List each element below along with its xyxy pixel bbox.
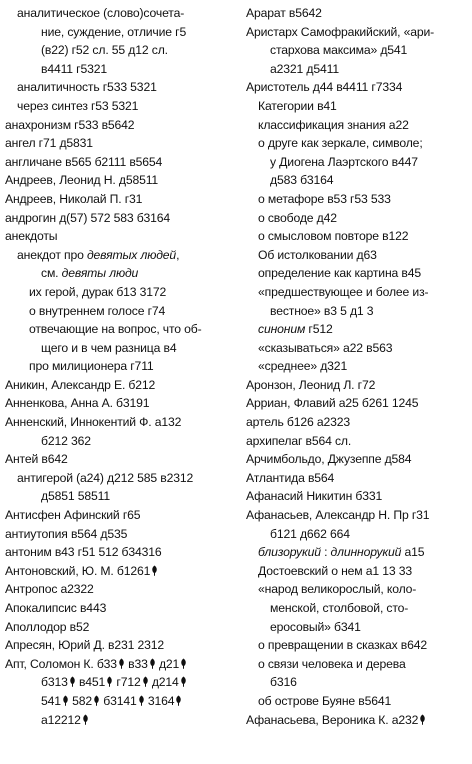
index-text: об острове Буяне в5641 bbox=[258, 693, 392, 708]
index-text: Категории в41 bbox=[258, 98, 337, 113]
leaf-icon bbox=[69, 676, 76, 687]
index-text: о свободе д42 bbox=[258, 210, 337, 225]
index-text: Андреев, Николай П. г31 bbox=[5, 191, 143, 206]
index-text: Апокалипсис в443 bbox=[5, 601, 107, 615]
leaf-icon bbox=[180, 658, 187, 669]
index-text: а12212 bbox=[41, 712, 81, 727]
index-text: ние, суждение, отличие г5 bbox=[41, 24, 187, 39]
index-text: о метафоре в53 г53 533 bbox=[258, 191, 391, 206]
index-text: д21 bbox=[155, 656, 180, 671]
index-text: антиутопия в564 д535 bbox=[5, 526, 128, 541]
index-text: Апресян, Юрий Д. в231 2312 bbox=[5, 638, 165, 653]
index-entry-line bbox=[5, 60, 237, 79]
index-entry-line bbox=[5, 171, 237, 190]
index-text: Афанасьева, Вероника К. а232 bbox=[246, 712, 419, 727]
index-entry-line bbox=[246, 264, 470, 283]
index-text: см. bbox=[41, 266, 62, 281]
index-text: Аристарх Самофракийский, «ари- bbox=[246, 24, 435, 39]
index-text: Антисфен Афинский г65 bbox=[5, 508, 141, 523]
index-entry-line bbox=[246, 78, 470, 97]
index-entry-line bbox=[246, 339, 470, 358]
index-text: Аникин, Александр Е. б212 bbox=[5, 377, 156, 392]
index-entry-line bbox=[5, 432, 237, 451]
index-text: б316 bbox=[270, 675, 297, 690]
index-text: «предшествующее и более из- bbox=[258, 284, 429, 299]
leaf-icon bbox=[118, 658, 125, 669]
index-entry-line bbox=[5, 543, 237, 562]
index-entry-line bbox=[5, 227, 237, 246]
index-entry-line bbox=[246, 283, 470, 302]
index-text: Апт, Соломон К. б33 bbox=[5, 656, 117, 671]
index-entry-line bbox=[246, 469, 470, 488]
index-entry-line bbox=[5, 413, 237, 432]
index-text: о связи человека и дерева bbox=[258, 656, 406, 671]
index-entry-line bbox=[5, 469, 237, 488]
index-entry-line bbox=[246, 23, 470, 42]
index-text: а2321 д5411 bbox=[270, 61, 339, 76]
index-entry-line bbox=[246, 432, 470, 451]
index-entry-line bbox=[5, 487, 237, 506]
index-text: аналитичность г533 5321 bbox=[17, 80, 157, 95]
index-entry-line bbox=[5, 394, 237, 413]
index-entry-line bbox=[246, 487, 470, 506]
index-entry-line bbox=[246, 116, 470, 135]
index-text: через синтез г53 5321 bbox=[17, 98, 139, 113]
index-text: , bbox=[176, 247, 180, 262]
index-text: антоним в43 г51 512 б34316 bbox=[5, 545, 162, 560]
leaf-icon bbox=[175, 695, 182, 706]
index-text: их герой, дурак б13 3172 bbox=[29, 284, 167, 299]
index-entry-line bbox=[5, 636, 237, 655]
index-text: о превращении в сказках в642 bbox=[258, 638, 428, 653]
index-entry-line bbox=[5, 673, 237, 692]
index-text: архипелаг в564 сл. bbox=[246, 433, 352, 448]
index-entry-line bbox=[246, 190, 470, 209]
index-entry-line bbox=[5, 41, 237, 60]
index-entry-line bbox=[5, 618, 237, 637]
index-entry-line bbox=[5, 78, 237, 97]
index-entry-line bbox=[5, 376, 237, 395]
index-entry-line bbox=[246, 134, 470, 153]
index-entry-line bbox=[5, 339, 237, 358]
index-text: «сказываться» а22 в563 bbox=[258, 340, 393, 355]
index-entry-line bbox=[246, 4, 470, 23]
index-entry-line bbox=[5, 580, 237, 599]
index-text: б3141 bbox=[100, 693, 137, 708]
leaf-icon bbox=[62, 695, 69, 706]
leaf-icon bbox=[138, 695, 145, 706]
index-text: Аполлодор в52 bbox=[5, 619, 90, 634]
index-text: анахронизм г533 в5642 bbox=[5, 117, 135, 132]
leaf-icon bbox=[142, 676, 149, 687]
index-entry-line bbox=[246, 376, 470, 395]
index-text: еросовый» б341 bbox=[270, 619, 361, 634]
leaf-icon bbox=[180, 676, 187, 687]
index-text: Антоновский, Ю. М. б1261 bbox=[5, 563, 151, 578]
index-entry-line bbox=[5, 450, 237, 469]
index-entry-line bbox=[246, 357, 470, 376]
index-text: Афанасий Никитин б331 bbox=[246, 489, 383, 504]
index-entry-line bbox=[246, 618, 470, 637]
index-entry-line bbox=[5, 320, 237, 339]
index-entry-line bbox=[246, 692, 470, 711]
index-entry-line bbox=[5, 506, 237, 525]
leaf-icon bbox=[82, 714, 89, 725]
index-text: о внутреннем голосе г74 bbox=[29, 303, 166, 318]
index-entry-line bbox=[246, 525, 470, 544]
index-term-italic: близорукий bbox=[258, 545, 321, 560]
index-entry-line bbox=[246, 153, 470, 172]
index-text: о друге как зеркале, символе; bbox=[258, 136, 423, 151]
index-text: г712 bbox=[113, 675, 141, 690]
index-text: а15 bbox=[401, 545, 425, 560]
index-entry-line bbox=[246, 60, 470, 79]
index-entry-line bbox=[246, 97, 470, 116]
index-text: классификация знания а22 bbox=[258, 117, 409, 132]
index-text: Антропос а2322 bbox=[5, 582, 94, 597]
index-text: определение как картина в45 bbox=[258, 266, 421, 281]
index-text: Афанасьев, Александр Н. Пр г31 bbox=[246, 508, 430, 523]
index-text: щего и в чем разница в4 bbox=[41, 340, 177, 355]
index-text: Аристотель д44 в4411 г7334 bbox=[246, 80, 403, 95]
index-text: Достоевский о нем а1 13 33 bbox=[258, 563, 413, 578]
index-entry-line bbox=[246, 171, 470, 190]
index-entry-line bbox=[246, 41, 470, 60]
index-text: г512 bbox=[305, 322, 333, 337]
index-entry-line bbox=[5, 116, 237, 135]
index-entry-line bbox=[246, 394, 470, 413]
index-entry-line bbox=[5, 209, 237, 228]
index-text: д214 bbox=[148, 675, 179, 690]
index-entry-line bbox=[5, 711, 237, 730]
index-text: д5851 58511 bbox=[41, 489, 110, 504]
index-entry-line bbox=[5, 97, 237, 116]
index-text: анекдоты bbox=[5, 229, 58, 244]
index-text: англичане в565 б2111 в5654 bbox=[5, 154, 163, 169]
index-text: в4411 г5321 bbox=[41, 61, 107, 76]
index-text: Арчимбольдо, Джузеппе д584 bbox=[246, 452, 412, 467]
index-text: Анненский, Иннокентий Ф. а132 bbox=[5, 415, 182, 430]
index-entry-line bbox=[246, 655, 470, 674]
index-entry-line bbox=[5, 23, 237, 42]
index-text: Антей в642 bbox=[5, 452, 68, 467]
index-text: андрогин д(57) 572 583 б3164 bbox=[5, 210, 171, 225]
index-text: Анненкова, Анна А. б3191 bbox=[5, 396, 150, 411]
index-text: б212 362 bbox=[41, 433, 91, 448]
index-text: д583 б3164 bbox=[270, 173, 334, 188]
leaf-icon bbox=[149, 658, 156, 669]
index-entry-line bbox=[246, 227, 470, 246]
index-term-italic: длиннорукий bbox=[330, 545, 402, 560]
index-text: Арарат в5642 bbox=[246, 6, 322, 20]
index-entry-line bbox=[246, 320, 470, 339]
index-text: анекдот про bbox=[17, 247, 87, 262]
index-text: о смысловом повторе в122 bbox=[258, 229, 409, 244]
index-text: «народ великорослый, коло- bbox=[258, 582, 417, 597]
index-entry-line bbox=[5, 302, 237, 321]
index-entry-line bbox=[5, 599, 237, 618]
index-text: 541 bbox=[41, 693, 61, 708]
index-text: менской, столбовой, сто- bbox=[270, 601, 409, 615]
index-text: Арриан, Флавий а25 б261 1245 bbox=[246, 396, 419, 411]
index-text: Аронзон, Леонид Л. г72 bbox=[246, 377, 376, 392]
index-entry-line bbox=[246, 450, 470, 469]
index-text: стархова максима» д541 bbox=[270, 43, 408, 58]
index-text: (в22) г52 сл. 55 д12 сл. bbox=[41, 43, 168, 58]
index-text: вестное» в3 5 д1 3 bbox=[270, 303, 374, 318]
index-entry-line bbox=[5, 692, 237, 711]
index-entry-line bbox=[246, 506, 470, 525]
index-text: аналитическое (слово)сочета- bbox=[17, 6, 185, 20]
index-entry-line bbox=[5, 525, 237, 544]
index-entry-line bbox=[246, 209, 470, 228]
index-text: ангел г71 д5831 bbox=[5, 136, 93, 151]
index-entry-line bbox=[5, 153, 237, 172]
index-text: в451 bbox=[75, 675, 106, 690]
index-entry-line bbox=[5, 283, 237, 302]
index-text: про милиционера г711 bbox=[29, 359, 154, 374]
index-text: 582 bbox=[68, 693, 93, 708]
index-text: антигерой (а24) д212 585 в2312 bbox=[17, 470, 194, 485]
index-entry-line bbox=[5, 246, 237, 265]
leaf-icon bbox=[419, 714, 426, 725]
index-entry-line bbox=[246, 636, 470, 655]
index-text: отвечающие на вопрос, что об- bbox=[29, 322, 202, 337]
index-entry-line bbox=[246, 543, 470, 562]
index-text: б121 д662 664 bbox=[270, 526, 350, 541]
index-entry-line bbox=[5, 190, 237, 209]
index-term-italic: синоним bbox=[258, 322, 306, 337]
index-text: Атлантида в564 bbox=[246, 470, 335, 485]
index-entry-line bbox=[5, 357, 237, 376]
leaf-icon bbox=[151, 565, 158, 576]
index-entry-line bbox=[246, 599, 470, 618]
index-entry-line bbox=[246, 673, 470, 692]
index-text: «среднее» д321 bbox=[258, 359, 348, 374]
index-entry-line bbox=[246, 246, 470, 265]
index-text: : bbox=[320, 545, 331, 560]
index-text: Андреев, Леонид Н. д58511 bbox=[5, 173, 159, 188]
index-entry-line bbox=[246, 580, 470, 599]
index-entry-line bbox=[5, 655, 237, 674]
index-text: 3164 bbox=[144, 693, 175, 708]
index-text: б313 bbox=[41, 675, 68, 690]
index-entry-line bbox=[5, 264, 237, 283]
index-term-italic: девяты люди bbox=[61, 266, 139, 281]
leaf-icon bbox=[93, 695, 100, 706]
index-entry-line bbox=[246, 302, 470, 321]
index-text: Об истолковании д63 bbox=[258, 247, 377, 262]
left-index-column bbox=[5, 4, 237, 729]
index-entry-line bbox=[246, 562, 470, 581]
index-entry-line bbox=[5, 562, 237, 581]
right-index-column bbox=[246, 4, 470, 729]
index-entry-line bbox=[246, 711, 470, 730]
index-text: в33 bbox=[124, 656, 148, 671]
index-entry-line bbox=[5, 134, 237, 153]
index-text: у Диогена Лаэртского в447 bbox=[270, 154, 418, 169]
index-text: артель б126 а2323 bbox=[246, 415, 350, 430]
index-entry-line bbox=[5, 4, 237, 23]
index-entry-line bbox=[246, 413, 470, 432]
index-term-italic: девятых людей bbox=[86, 247, 177, 262]
